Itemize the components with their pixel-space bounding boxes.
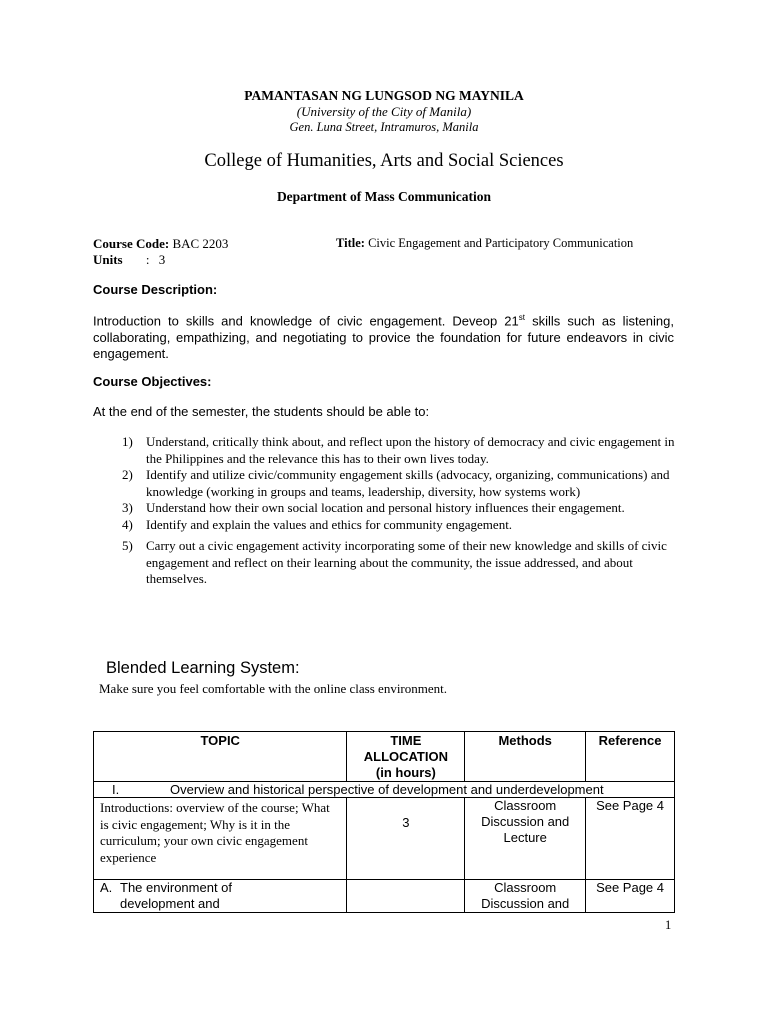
reference-column-header: Reference (586, 732, 675, 782)
methods-column-header: Methods (465, 732, 586, 782)
section-cell (94, 782, 675, 798)
objective-text: Understand how their own social location and personal history influences their engagement. (146, 500, 625, 515)
objective-item (122, 467, 675, 500)
objective-text: Identify and utilize civic/community engagement skills (advocacy, organizing, communications) and knowledge (working in groups and teams, leadership, diversity, how systems work) (146, 467, 670, 499)
course-units-label: Units (93, 252, 123, 267)
time-header-line: ALLOCATION (363, 749, 448, 764)
methods-cell (465, 880, 586, 913)
reference-cell: See Page 4 (586, 798, 675, 880)
time-cell (347, 880, 465, 913)
table-header-row (94, 732, 675, 782)
section-row (94, 782, 675, 798)
objective-number: 1) (122, 434, 133, 449)
section-number: I. (112, 782, 120, 797)
table-row (94, 880, 675, 913)
objective-text: Carry out a civic engagement activity incorporating some of their new knowledge and skills of civic engagement and reflect on their learning about the community, the issue addressed, and about themselves. (146, 538, 667, 586)
department-name: Department of Mass Communication (276, 189, 492, 204)
objectives-list (122, 434, 675, 588)
topic-cell (94, 880, 347, 913)
time-column-header (347, 732, 465, 782)
time-cell: 3 (347, 798, 465, 880)
topic-line: development and (120, 896, 220, 911)
description-superscript: st (518, 313, 526, 322)
methods-line: Classroom (494, 798, 557, 813)
course-code (93, 236, 228, 252)
topic-text (120, 880, 232, 912)
objective-item (122, 538, 675, 588)
methods-cell (465, 798, 586, 880)
course-title-label: Title: (336, 236, 365, 250)
course-description-text (93, 310, 674, 363)
methods-line: Classroom (494, 880, 557, 895)
objective-text: Identify and explain the values and ethics for community engagement. (146, 516, 513, 532)
course-units-value: 3 (158, 252, 166, 267)
course-description-heading: Course Description: (93, 282, 218, 297)
topics-table (93, 731, 675, 913)
reference-cell: See Page 4 (586, 880, 675, 913)
college-name: College of Humanities, Arts and Social Sciences (204, 151, 564, 171)
course-code-label: Course Code: (93, 236, 170, 251)
objective-number: 4) (122, 516, 133, 532)
blended-learning-heading: Blended Learning System: (106, 659, 300, 677)
course-objectives-heading: Course Objectives: (93, 374, 212, 389)
section-title: Overview and historical perspective of development and underdevelopment (170, 782, 604, 797)
objective-number: 2) (122, 467, 133, 482)
topic-column-header: TOPIC (94, 732, 347, 782)
page-number: 1 (665, 918, 672, 932)
methods-line: Discussion and (481, 896, 570, 911)
objective-text: Understand, critically think about, and reflect upon the history of democracy and civic engagement in the Philippines and the relevance this has to their own lives today. (146, 434, 675, 466)
table-row (94, 798, 675, 880)
objective-item (122, 500, 675, 517)
topic-line: The environment of (120, 880, 233, 895)
objective-number: 3) (122, 500, 133, 515)
objective-item (122, 434, 675, 467)
course-title (336, 236, 633, 251)
methods-line: Discussion and (481, 814, 570, 829)
course-title-value: Civic Engagement and Participatory Communication (368, 236, 634, 250)
topic-number: A. (100, 880, 113, 895)
course-objectives-intro: At the end of the semester, the students should be able to: (93, 404, 430, 419)
description-text-end: skills such as listening, collaborating, empathizing, and negotiating to provice the foundation for future endeavors in civic engagement. (93, 313, 674, 362)
university-english-name: (University of the City of Manila) (296, 104, 472, 119)
methods-line: Lecture (503, 830, 547, 845)
time-header-line: (in hours) (375, 765, 436, 780)
course-units (93, 252, 165, 268)
objective-item (122, 517, 675, 534)
course-units-colon: : (145, 252, 150, 267)
description-text-start: Introduction to skills and knowledge of civic engagement. Deveop 21 (93, 313, 519, 329)
blended-learning-subtitle: Make sure you feel comfortable with the online class environment. (99, 681, 448, 696)
time-header-line: TIME (390, 733, 422, 748)
objective-number: 5) (122, 538, 133, 553)
course-code-value: BAC 2203 (172, 236, 229, 251)
topic-cell: Introductions: overview of the course; What is civic engagement; Why is it in the curriculum; your own civic engagement experience (94, 798, 347, 880)
university-address: Gen. Luna Street, Intramuros, Manila (289, 120, 479, 134)
university-name: PAMANTASAN NG LUNGSOD NG MAYNILA (244, 88, 524, 103)
